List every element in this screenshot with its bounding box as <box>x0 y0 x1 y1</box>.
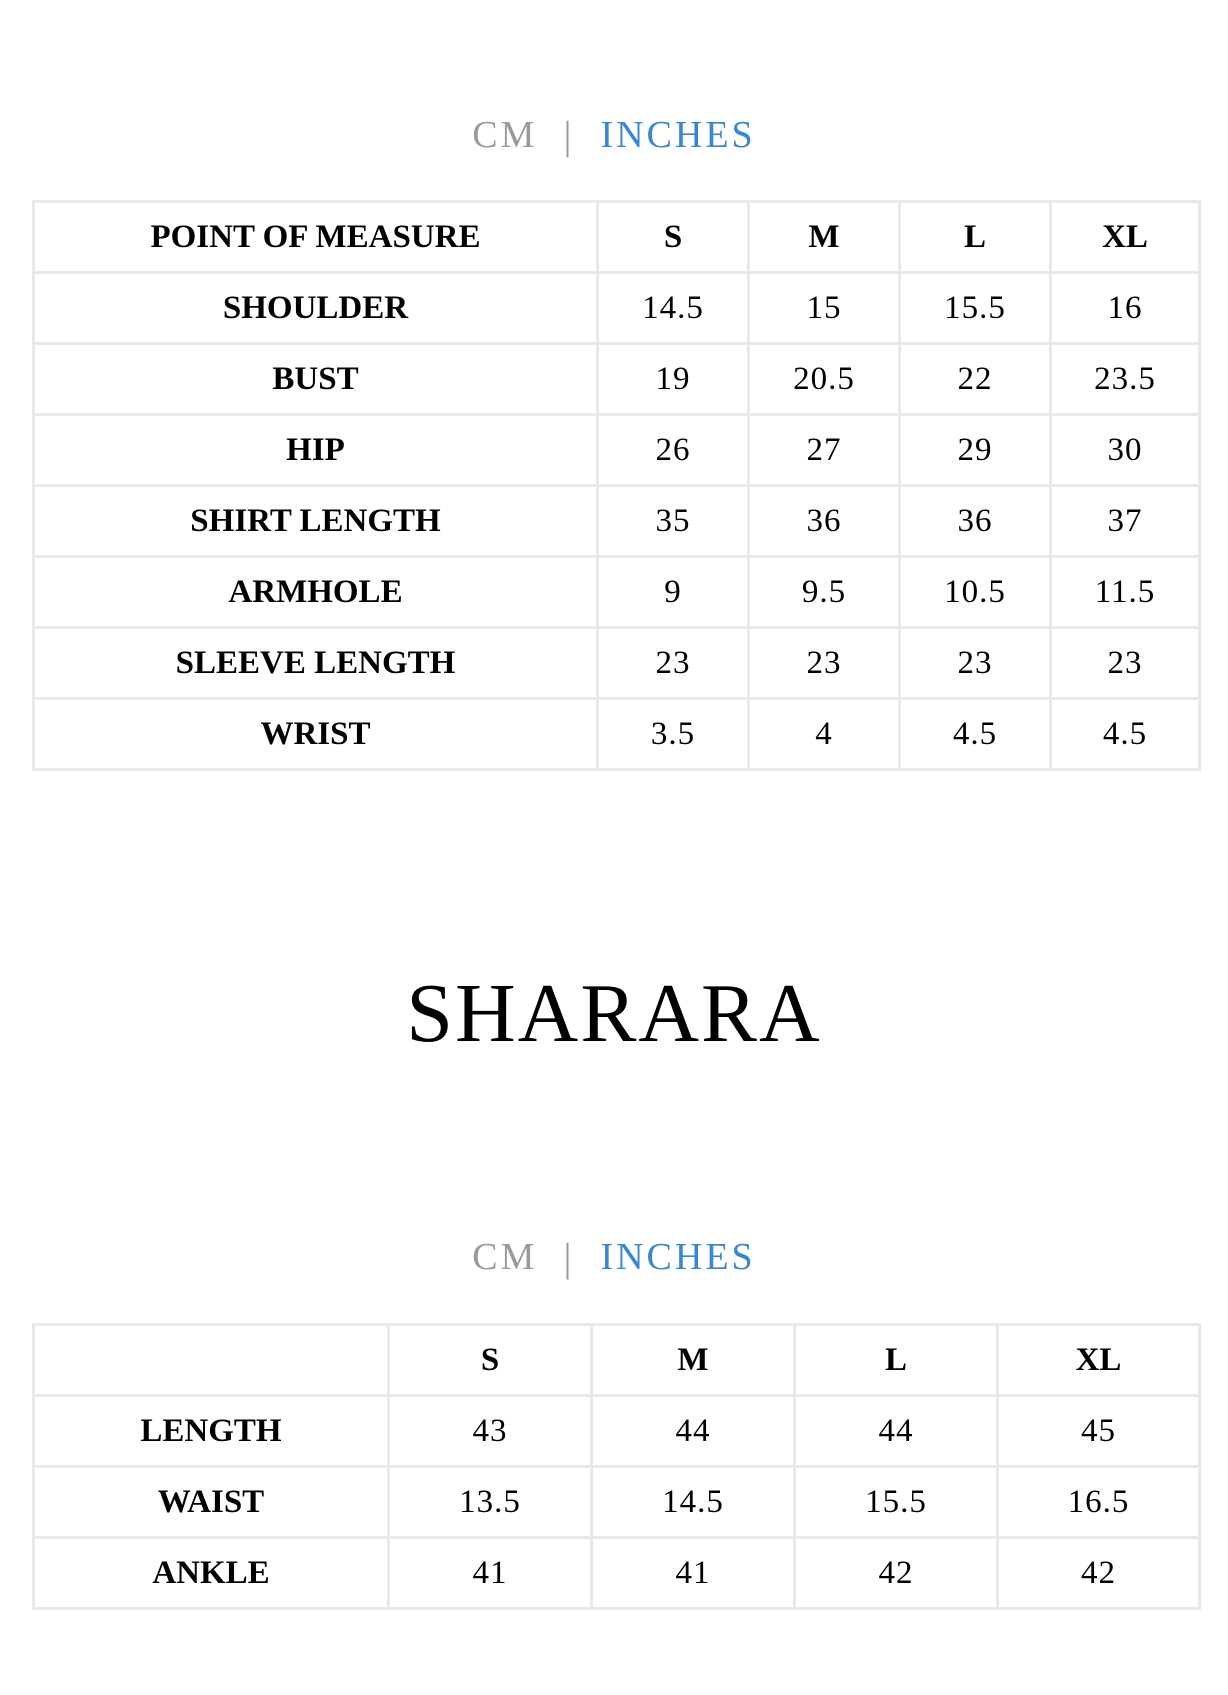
table-row <box>34 1538 1200 1609</box>
sharara-size-table <box>32 1323 1201 1610</box>
measure-value: 41 <box>592 1538 795 1609</box>
measure-value: 10.5 <box>900 557 1051 628</box>
table-row <box>34 415 1200 486</box>
measure-value: 44 <box>795 1396 998 1467</box>
measure-value: 43 <box>389 1396 592 1467</box>
unit-separator: | <box>563 112 575 158</box>
measure-label: LENGTH <box>34 1396 389 1467</box>
unit-toggle <box>0 110 1228 159</box>
measure-value: 15 <box>749 273 900 344</box>
measure-value: 41 <box>389 1538 592 1609</box>
cm-unit-button[interactable]: CM <box>472 1236 538 1279</box>
section-title: SHARARA <box>406 967 822 1060</box>
measure-value: 19 <box>598 344 749 415</box>
measure-value: 29 <box>900 415 1051 486</box>
table-row <box>34 699 1200 770</box>
measure-value: 9 <box>598 557 749 628</box>
measure-label: WRIST <box>34 699 598 770</box>
measure-label: SLEEVE LENGTH <box>34 628 598 699</box>
table-row <box>34 557 1200 628</box>
measure-value: 4.5 <box>900 699 1051 770</box>
table-row <box>34 1396 1200 1467</box>
measure-value: 23 <box>1051 628 1200 699</box>
size-header-cell: L <box>795 1325 998 1396</box>
measure-label: SHOULDER <box>34 273 598 344</box>
measure-label: ANKLE <box>34 1538 389 1609</box>
measure-value: 44 <box>592 1396 795 1467</box>
kurta-size-table <box>32 200 1201 771</box>
table-row <box>34 628 1200 699</box>
measure-value: 4 <box>749 699 900 770</box>
inches-unit-button[interactable]: INCHES <box>600 1236 756 1279</box>
table-row <box>34 486 1200 557</box>
measure-value: 42 <box>998 1538 1200 1609</box>
size-header-cell: S <box>389 1325 592 1396</box>
measure-value: 36 <box>749 486 900 557</box>
cm-unit-button[interactable]: CM <box>472 114 538 157</box>
measure-value: 36 <box>900 486 1051 557</box>
header-label-cell: POINT OF MEASURE <box>34 202 598 273</box>
measure-value: 23 <box>598 628 749 699</box>
measure-value: 45 <box>998 1396 1200 1467</box>
table-header-row <box>34 202 1200 273</box>
measure-value: 14.5 <box>598 273 749 344</box>
size-header-cell: L <box>900 202 1051 273</box>
measure-label: HIP <box>34 415 598 486</box>
size-header-cell: XL <box>1051 202 1200 273</box>
unit-toggle <box>0 1232 1228 1281</box>
measure-value: 23.5 <box>1051 344 1200 415</box>
measure-value: 4.5 <box>1051 699 1200 770</box>
measure-value: 35 <box>598 486 749 557</box>
measure-value: 16 <box>1051 273 1200 344</box>
measure-value: 23 <box>900 628 1051 699</box>
measure-value: 37 <box>1051 486 1200 557</box>
measure-value: 13.5 <box>389 1467 592 1538</box>
unit-separator: | <box>563 1234 575 1280</box>
measure-value: 15.5 <box>900 273 1051 344</box>
size-header-cell: M <box>592 1325 795 1396</box>
measure-value: 23 <box>749 628 900 699</box>
header-label-cell <box>34 1325 389 1396</box>
measure-value: 30 <box>1051 415 1200 486</box>
measure-label: BUST <box>34 344 598 415</box>
size-header-cell: S <box>598 202 749 273</box>
measure-value: 26 <box>598 415 749 486</box>
measure-value: 11.5 <box>1051 557 1200 628</box>
size-header-cell: M <box>749 202 900 273</box>
measure-value: 15.5 <box>795 1467 998 1538</box>
measure-value: 14.5 <box>592 1467 795 1538</box>
size-header-cell: XL <box>998 1325 1200 1396</box>
measure-label: WAIST <box>34 1467 389 1538</box>
measure-value: 27 <box>749 415 900 486</box>
table-row <box>34 344 1200 415</box>
table-row <box>34 1467 1200 1538</box>
measure-label: SHIRT LENGTH <box>34 486 598 557</box>
measure-value: 20.5 <box>749 344 900 415</box>
inches-unit-button[interactable]: INCHES <box>600 114 756 157</box>
measure-value: 22 <box>900 344 1051 415</box>
measure-label: ARMHOLE <box>34 557 598 628</box>
measure-value: 42 <box>795 1538 998 1609</box>
table-row <box>34 273 1200 344</box>
measure-value: 16.5 <box>998 1467 1200 1538</box>
measure-value: 9.5 <box>749 557 900 628</box>
measure-value: 3.5 <box>598 699 749 770</box>
table-header-row <box>34 1325 1200 1396</box>
